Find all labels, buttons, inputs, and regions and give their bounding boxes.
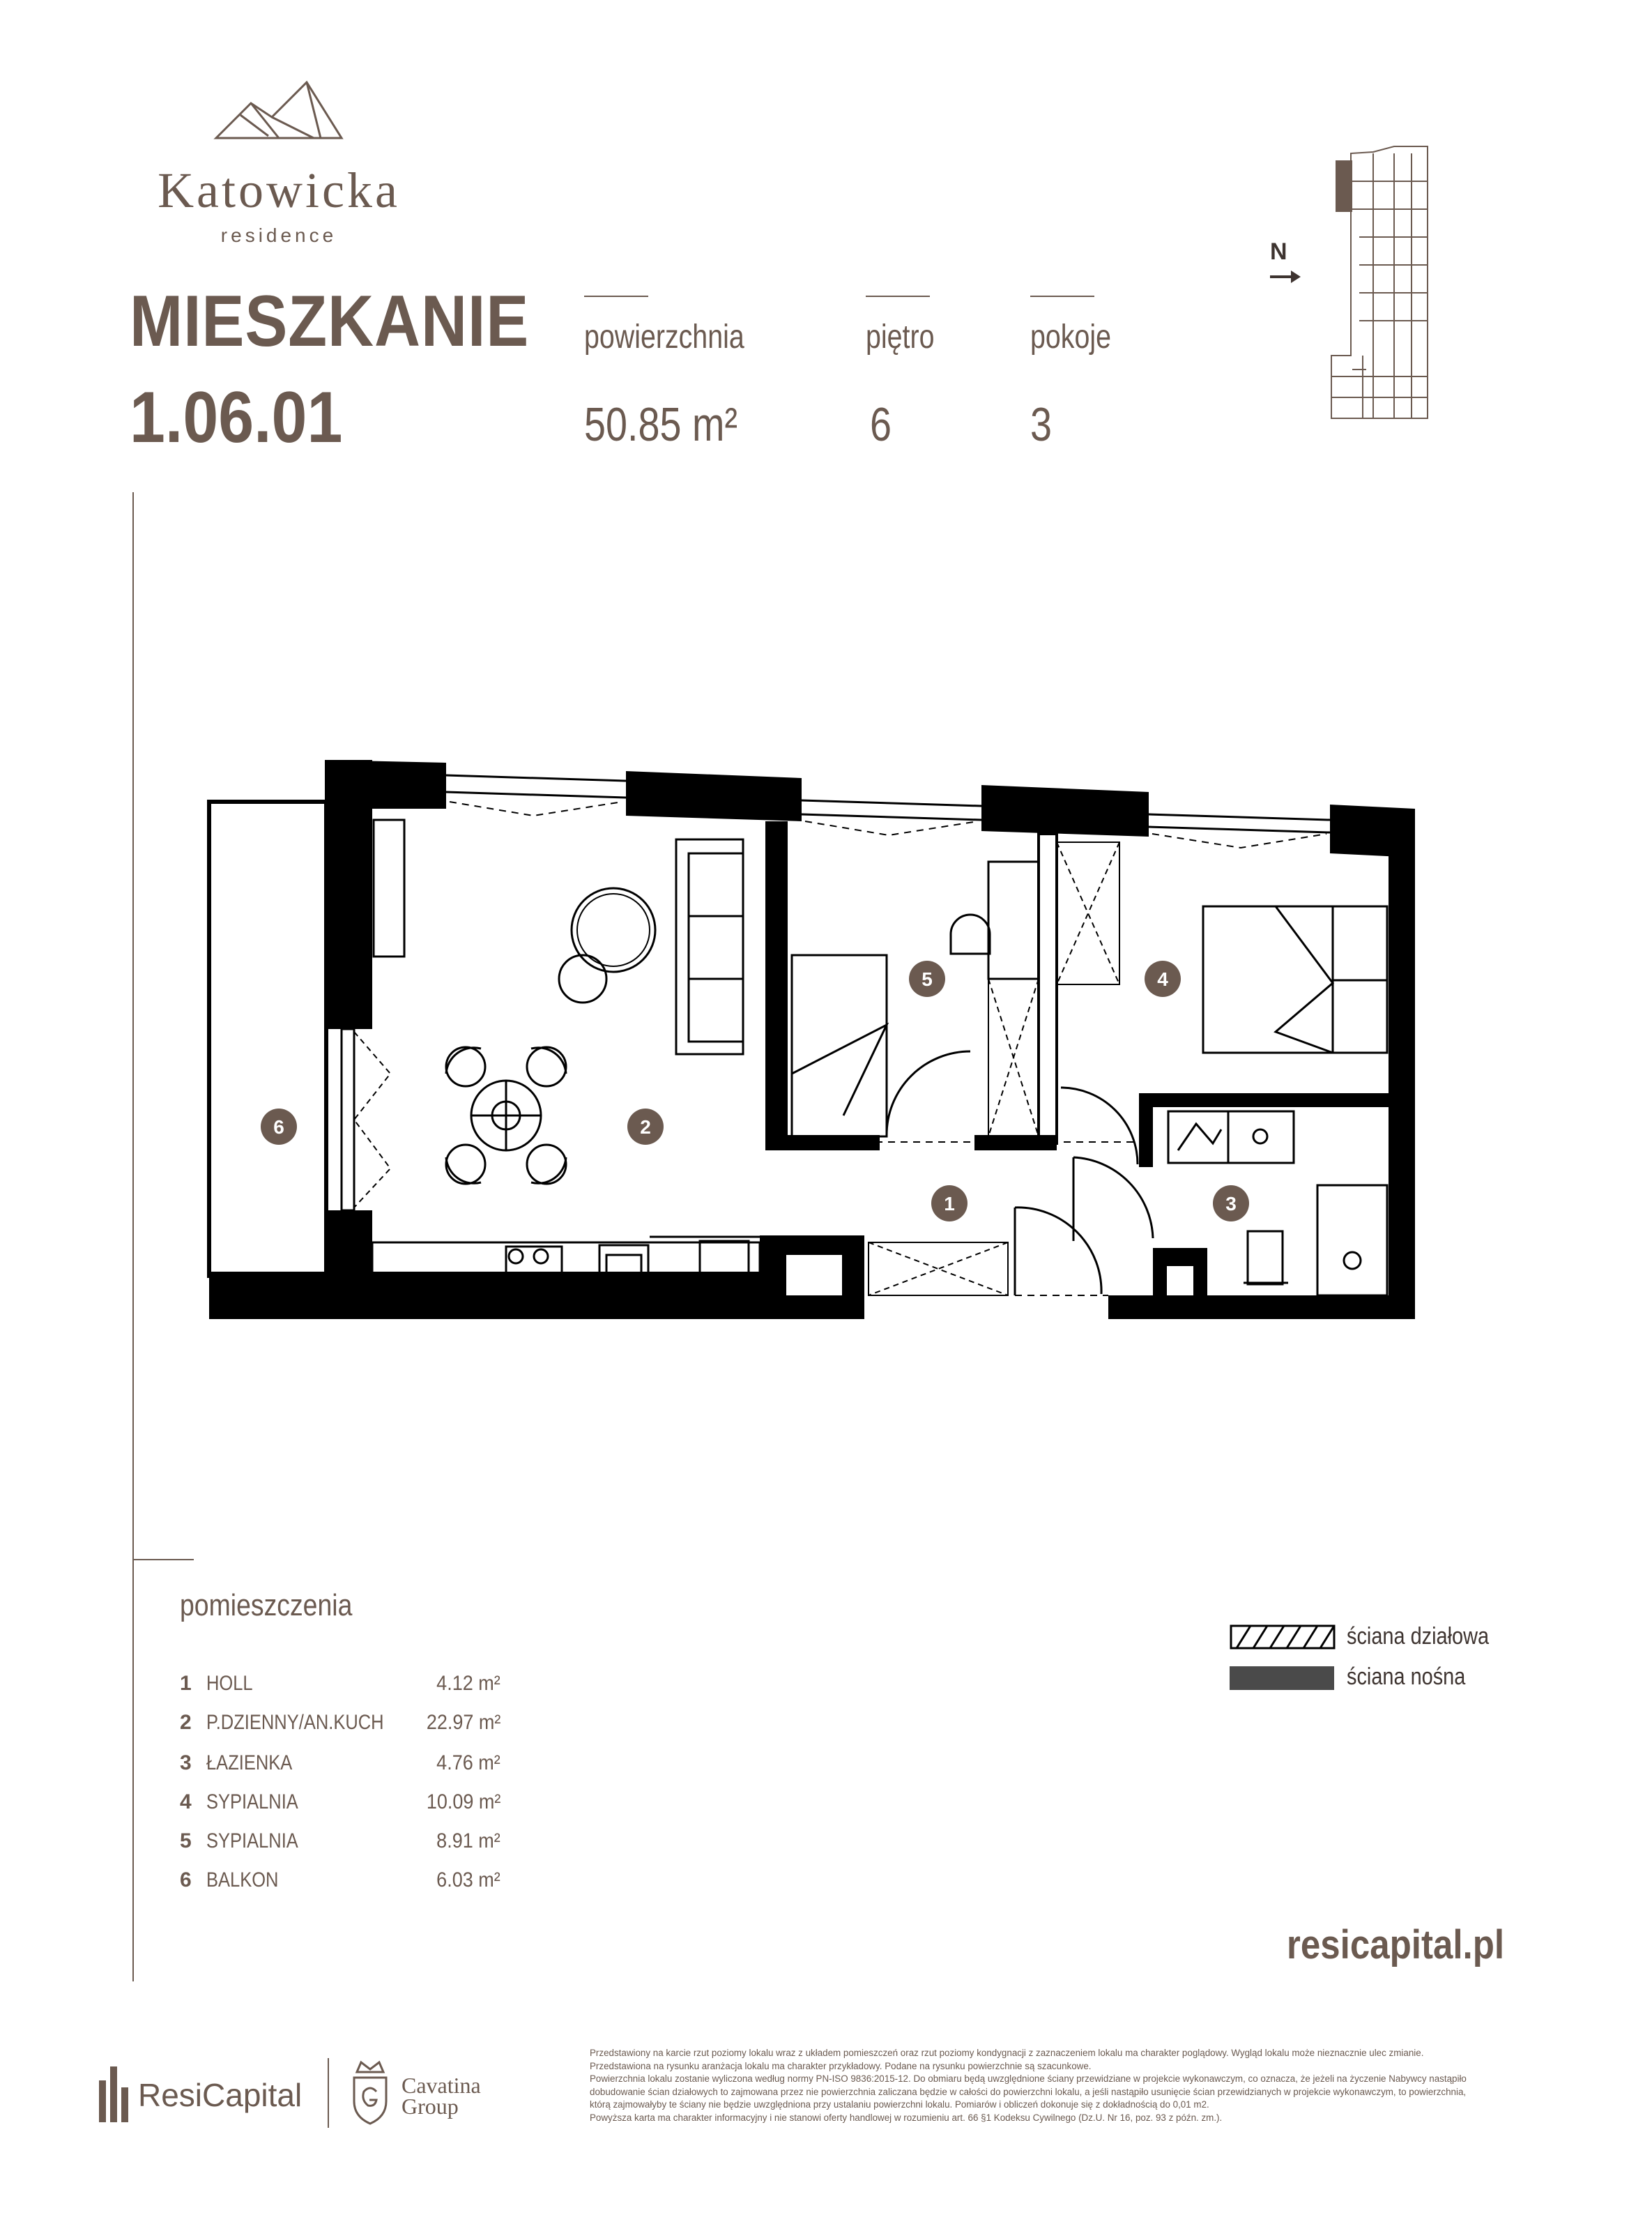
room-badge (931, 1185, 968, 1221)
room-name: SYPIALNIA (206, 1790, 298, 1813)
stat-value-area: 50.85 m² (584, 398, 738, 451)
room-number: 4 (180, 1790, 192, 1813)
cavatina-logo-text (401, 2075, 481, 2117)
floor-plan (202, 753, 1429, 1325)
stat-divider (584, 296, 648, 297)
room-number: 5 (180, 1829, 192, 1852)
room-number: 3 (180, 1751, 192, 1774)
compass-north-label: N (1270, 238, 1287, 265)
svg-text:2: 2 (640, 1116, 651, 1138)
stat-label-floor: piętro (866, 319, 935, 356)
list-item (180, 1790, 500, 1818)
wall (372, 1295, 788, 1319)
stat-value-floor: 6 (870, 398, 892, 451)
cavatina-crest-icon (349, 2057, 392, 2126)
legend-solid-swatch (1230, 1666, 1334, 1690)
room-area: 4.76 m² (436, 1751, 500, 1774)
list-item (180, 1672, 500, 1700)
room-badge (1145, 961, 1181, 997)
room-area: 10.09 m² (426, 1790, 500, 1813)
svg-text:6: 6 (273, 1116, 284, 1138)
list-item (180, 1751, 500, 1779)
svg-text:3: 3 (1225, 1193, 1237, 1215)
room-number: 6 (180, 1868, 192, 1891)
wall (626, 771, 802, 821)
room-area: 8.91 m² (436, 1829, 500, 1852)
stat-divider (866, 296, 930, 297)
stat-divider (1030, 296, 1094, 297)
disclaimer-paragraph: Przedstawiona na rysunku aranżacja lokalu ma charakter przykładowy. Podane na rysunku powierzchnie są szacunkowe. (590, 2060, 1092, 2071)
wall (1139, 1093, 1153, 1167)
svg-text:1: 1 (944, 1193, 955, 1215)
highlighted-unit (1336, 160, 1352, 212)
list-item (180, 1868, 500, 1896)
wall (1139, 1093, 1389, 1107)
room-name: HOLL (206, 1672, 253, 1695)
room-badge (1213, 1185, 1249, 1221)
room-area: 22.97 m² (426, 1711, 500, 1734)
list-item (180, 1829, 500, 1857)
room-name: BALKON (206, 1868, 279, 1891)
brand-subtitle: residence (220, 224, 337, 246)
stat-label-area: powierzchnia (584, 319, 744, 356)
wall (1389, 809, 1415, 1319)
balcony-door-frame (342, 1029, 354, 1210)
stat-label-rooms: pokoje (1030, 319, 1111, 356)
room-area: 6.03 m² (436, 1868, 500, 1891)
room-name: SYPIALNIA (206, 1829, 298, 1852)
wall-opening (786, 1255, 842, 1295)
svg-text:4: 4 (1157, 968, 1168, 990)
legend-load-bearing-label: ściana nośna (1347, 1663, 1466, 1690)
svg-text:5: 5 (921, 968, 933, 990)
resicapital-logo-icon (98, 2059, 132, 2124)
room-number: 2 (180, 1711, 192, 1734)
cavatina-line-2: Group (401, 2094, 459, 2119)
website-link[interactable]: resicapital.pl (1287, 1922, 1505, 1967)
tv (374, 820, 404, 957)
wall-opening (1167, 1266, 1193, 1295)
double-bed (1203, 906, 1387, 1053)
logo-divider (328, 2058, 329, 2128)
brand-name: Katowicka (158, 162, 400, 218)
resicapital-logo-text: ResiCapital (138, 2077, 303, 2113)
apartment-number: 1.06.01 (130, 377, 343, 458)
dining-table (446, 1047, 566, 1184)
disclaimer-paragraph: Powyższa karta ma charakter informacyjny i nie stanowi oferty handlowej w rozumieniu art. 66 §1 Kodeksu Cywilnego (Dz.U. Nr 16, poz. 93 z późn. zm.). (590, 2112, 1223, 2123)
disclaimer (590, 2047, 1489, 2125)
cavatina-line-1: Cavatina (401, 2073, 481, 2098)
wall (325, 760, 446, 809)
apartment-label: MIESZKANIE (130, 281, 530, 362)
logo-mountain-icon (209, 77, 349, 143)
legend-hatch-swatch (1230, 1624, 1336, 1650)
rooms-divider (132, 1559, 194, 1560)
stat-value-rooms: 3 (1030, 398, 1053, 451)
disclaimer-paragraph: Powierzchnia lokalu zostanie wyliczona według normy PN-ISO 9836:2015-12. Do obmiaru będą uwzględnione ściany przewidziane w projekcie wykonawczym, co oznacza, że jeżeli na życzenie Nabywcy nastąpiło dobudowanie ścian działowych to zajmowana przez nie powierzchnia zaliczana będzie w całości do powierzchni lokalu, a jeśli nastąpiło usunięcie ścian przewidzianych w projekcie wykonawczym, to powierzchnia, którą zajmowałyby te ściany nie będzie uwzględniona przy ustalaniu powierzchni lokalu. Pomiarów i obliczeń dokonuje się z dokładnością do 0,01 m2. (590, 2073, 1467, 2110)
room-name: P.DZIENNY/AN.KUCH (206, 1711, 384, 1734)
room-number: 1 (180, 1672, 192, 1695)
balcony-outline (209, 802, 326, 1276)
wardrobe (869, 842, 1119, 1295)
room-badge (909, 961, 945, 997)
door (1015, 1088, 1153, 1295)
legend-partition-label: ściana działowa (1347, 1623, 1490, 1650)
list-item (180, 1711, 500, 1739)
room-badge (261, 1109, 297, 1145)
north-arrow-icon (1269, 266, 1303, 287)
wall (765, 821, 788, 1150)
rooms-heading: pomieszczenia (180, 1588, 353, 1622)
vertical-divider (132, 492, 134, 1981)
sofa (676, 839, 743, 1054)
building-key-plan (1324, 139, 1429, 425)
room-badge (627, 1109, 664, 1145)
wall (981, 785, 1149, 837)
partition-wall (1039, 834, 1057, 1143)
room-name: ŁAZIENKA (206, 1751, 293, 1774)
room-area: 4.12 m² (436, 1672, 500, 1695)
disclaimer-paragraph: Przedstawiony na karcie rzut poziomy lokalu wraz z układem pomieszczeń oraz rzut poziomy kondygnacji z zaznaczeniem lokalu ma charakter poglądowy. Wygląd lokalu może nieznacznie ulec zmianie. (590, 2048, 1424, 2058)
